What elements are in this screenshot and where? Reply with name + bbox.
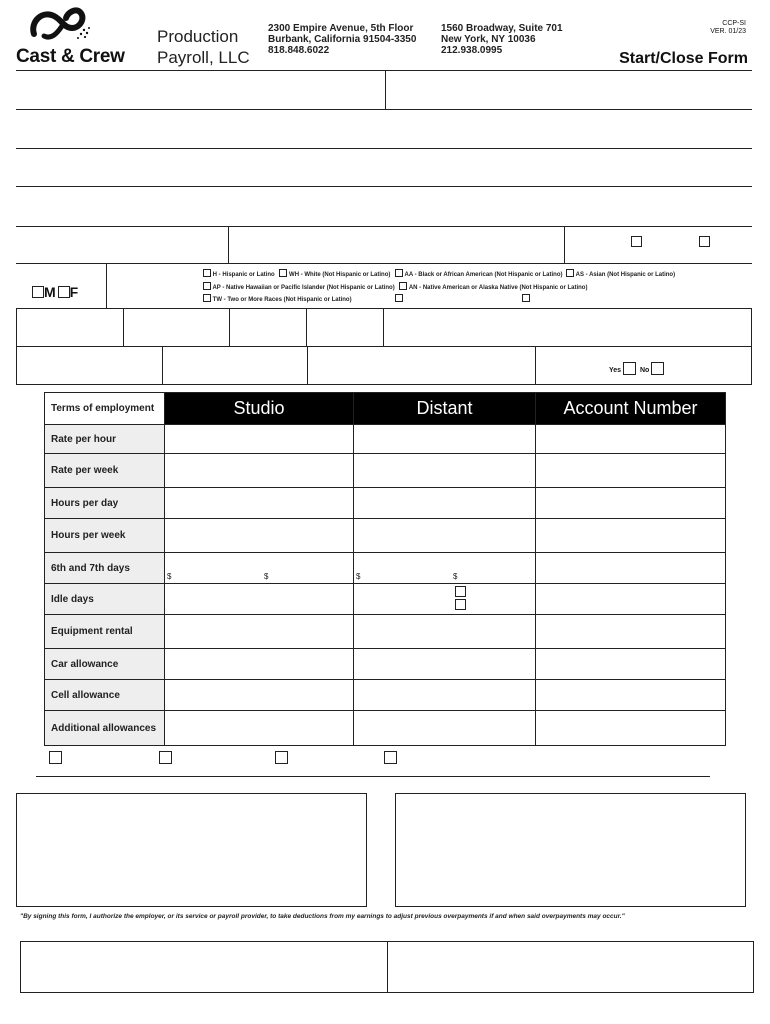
cell-distant[interactable]: [354, 711, 536, 746]
table-row: [45, 649, 726, 680]
field-rule: [16, 263, 752, 264]
cell-account[interactable]: [536, 711, 726, 746]
field-divider: [106, 263, 107, 308]
authorization-disclaimer: "By signing this form, I authorize the employer, or its service or payroll provider, to take deductions from my earnings to adjust previous overpayments if and when said overpayments may occur.": [20, 913, 625, 920]
field-employee-other[interactable]: [386, 71, 752, 109]
bottom-field-left[interactable]: [21, 942, 386, 992]
cell-distant[interactable]: [354, 680, 536, 711]
table-row: [45, 615, 726, 649]
cell-account[interactable]: [536, 649, 726, 680]
dollar-sign: $: [453, 572, 458, 581]
ethnicity-ap-checkbox[interactable]: [203, 282, 211, 290]
ethnicity-an-label: AN - Native American or Alaska Native (Not Hispanic or Latino): [408, 285, 588, 291]
field-row-2[interactable]: [16, 110, 752, 148]
yes-checkbox[interactable]: [623, 362, 636, 375]
row-label: 6th and 7th days: [45, 553, 165, 584]
cell-account[interactable]: [536, 425, 726, 454]
terms-header-label: Terms of employment: [45, 393, 165, 425]
table-row: [45, 454, 726, 488]
table-row: [45, 488, 726, 519]
gender-m-label: M: [44, 284, 56, 300]
checkbox[interactable]: [522, 294, 530, 302]
row-label: Hours per day: [45, 488, 165, 519]
row-label: Car allowance: [45, 649, 165, 680]
field-divider: [564, 226, 565, 263]
cell-account[interactable]: [536, 615, 726, 649]
gender-f-label: F: [69, 284, 79, 300]
ethnicity-wh-label: WH - White (Not Hispanic or Latino): [289, 272, 391, 278]
cell-account[interactable]: [536, 584, 726, 615]
col-account-number: Account Number: [536, 393, 726, 425]
form-version: VER. 01/23: [710, 28, 746, 35]
cell-studio[interactable]: [165, 649, 354, 680]
cell-distant[interactable]: [354, 649, 536, 680]
brand-name: Cast & Crew: [16, 46, 125, 67]
terms-header-row: [45, 393, 726, 425]
address-line: 212.938.0995: [441, 45, 503, 56]
cell-studio[interactable]: [165, 680, 354, 711]
row-label: Hours per week: [45, 519, 165, 553]
cell-account[interactable]: [536, 680, 726, 711]
cell-distant[interactable]: [354, 584, 536, 615]
row-label: Rate per week: [45, 454, 165, 488]
ethnicity-as-label: AS - Asian (Not Hispanic or Latino): [575, 272, 676, 278]
yes-no-select: [609, 359, 664, 374]
signature-box-employee[interactable]: [16, 793, 367, 907]
cell-distant[interactable]: [354, 454, 536, 488]
yes-label: Yes: [609, 367, 622, 374]
cell-distant[interactable]: [354, 425, 536, 454]
address-line: 2300 Empire Avenue, 5th Floor: [268, 23, 414, 34]
table-row: [45, 519, 726, 553]
field-divider: [162, 346, 163, 385]
table-row: [45, 711, 726, 746]
checkbox[interactable]: [384, 751, 397, 764]
field-divider: [228, 226, 229, 263]
checkbox[interactable]: [49, 751, 62, 764]
idle-checkbox-2[interactable]: [455, 599, 466, 610]
info-grid-row-1: [16, 308, 752, 347]
no-label: No: [639, 367, 650, 374]
field-divider: [535, 346, 536, 385]
gender-m-checkbox[interactable]: [32, 286, 44, 298]
terms-table: [44, 392, 726, 746]
brand-sub-2: Payroll, LLC: [157, 48, 250, 67]
address-line: 818.848.6022: [268, 45, 330, 56]
idle-checkbox-1[interactable]: [455, 586, 466, 597]
field-divider: [307, 346, 308, 385]
ethnicity-h-checkbox[interactable]: [203, 269, 211, 277]
checkbox[interactable]: [631, 236, 642, 247]
table-row: [45, 553, 726, 584]
cell-distant[interactable]: [354, 519, 536, 553]
field-row-4[interactable]: [16, 187, 752, 225]
cell-studio[interactable]: [165, 425, 354, 454]
address-newyork: [441, 23, 563, 56]
form-code: [710, 20, 746, 36]
checkbox[interactable]: [275, 751, 288, 764]
gender-select: [32, 284, 78, 300]
cell-distant[interactable]: [354, 488, 536, 519]
col-distant: Distant: [354, 393, 536, 425]
no-checkbox[interactable]: [651, 362, 664, 375]
cell-account[interactable]: [536, 454, 726, 488]
ethnicity-aa-checkbox[interactable]: [395, 269, 403, 277]
table-row: [45, 680, 726, 711]
address-burbank: [268, 23, 416, 56]
cell-studio[interactable]: [165, 615, 354, 649]
gender-f-checkbox[interactable]: [58, 286, 70, 298]
cell-account[interactable]: [536, 519, 726, 553]
form-title: Start/Close Form: [619, 50, 748, 67]
brand-sub-1: Production: [157, 27, 239, 46]
ethnicity-row-2: [203, 281, 587, 291]
checkbox[interactable]: [159, 751, 172, 764]
row-label: Equipment rental: [45, 615, 165, 649]
address-line: New York, NY 10036: [441, 34, 536, 45]
cell-studio[interactable]: [165, 553, 354, 584]
field-divider: [229, 308, 230, 347]
address-line: 1560 Broadway, Suite 701: [441, 23, 563, 34]
field-divider: [123, 308, 124, 347]
cell-distant[interactable]: [354, 553, 536, 584]
company-logo: [28, 4, 92, 44]
cell-studio[interactable]: [165, 454, 354, 488]
col-studio: Studio: [165, 393, 354, 425]
table-row: [45, 584, 726, 615]
row-label: Additional allowances: [45, 711, 165, 746]
ethnicity-tw-checkbox[interactable]: [203, 294, 211, 302]
separator-rule: [36, 776, 710, 777]
field-divider: [383, 308, 384, 347]
ethnicity-row-3: [203, 293, 352, 303]
field-divider: [306, 308, 307, 347]
field-employee-name[interactable]: [16, 71, 384, 109]
dollar-sign: $: [167, 572, 172, 581]
cell-account[interactable]: [536, 553, 726, 584]
form-code-id: CCP-SI: [722, 20, 746, 27]
table-row: [45, 425, 726, 454]
bottom-field-right[interactable]: [388, 942, 753, 992]
ethnicity-h-label: H - Hispanic or Latino: [212, 272, 275, 278]
row-label: Cell allowance: [45, 680, 165, 711]
row-label: Idle days: [45, 584, 165, 615]
signature-box-employer[interactable]: [395, 793, 746, 907]
cell-studio[interactable]: [165, 711, 354, 746]
ethnicity-row-1: [203, 268, 675, 278]
cell-distant[interactable]: [354, 615, 536, 649]
ethnicity-an-checkbox[interactable]: [399, 282, 407, 290]
ethnicity-aa-label: AA - Black or African American (Not Hispanic or Latino): [404, 272, 563, 278]
address-line: Burbank, California 91504-3350: [268, 34, 417, 45]
dollar-sign: $: [264, 572, 269, 581]
field-rule: [16, 226, 752, 227]
checkbox[interactable]: [699, 236, 710, 247]
row-label: Rate per hour: [45, 425, 165, 454]
ethnicity-tw-label: TW - Two or More Races (Not Hispanic or Latino): [212, 297, 352, 303]
cell-studio[interactable]: [165, 584, 354, 615]
checkbox[interactable]: [395, 294, 403, 302]
cell-account[interactable]: [536, 488, 726, 519]
ethnicity-as-checkbox[interactable]: [566, 269, 574, 277]
dollar-sign: $: [356, 572, 361, 581]
field-row-3[interactable]: [16, 149, 752, 186]
ethnicity-wh-checkbox[interactable]: [279, 269, 287, 277]
cell-studio[interactable]: [165, 519, 354, 553]
ethnicity-ap-label: AP - Native Hawaiian or Pacific Islander (Not Hispanic or Latino): [212, 285, 395, 291]
cell-studio[interactable]: [165, 488, 354, 519]
